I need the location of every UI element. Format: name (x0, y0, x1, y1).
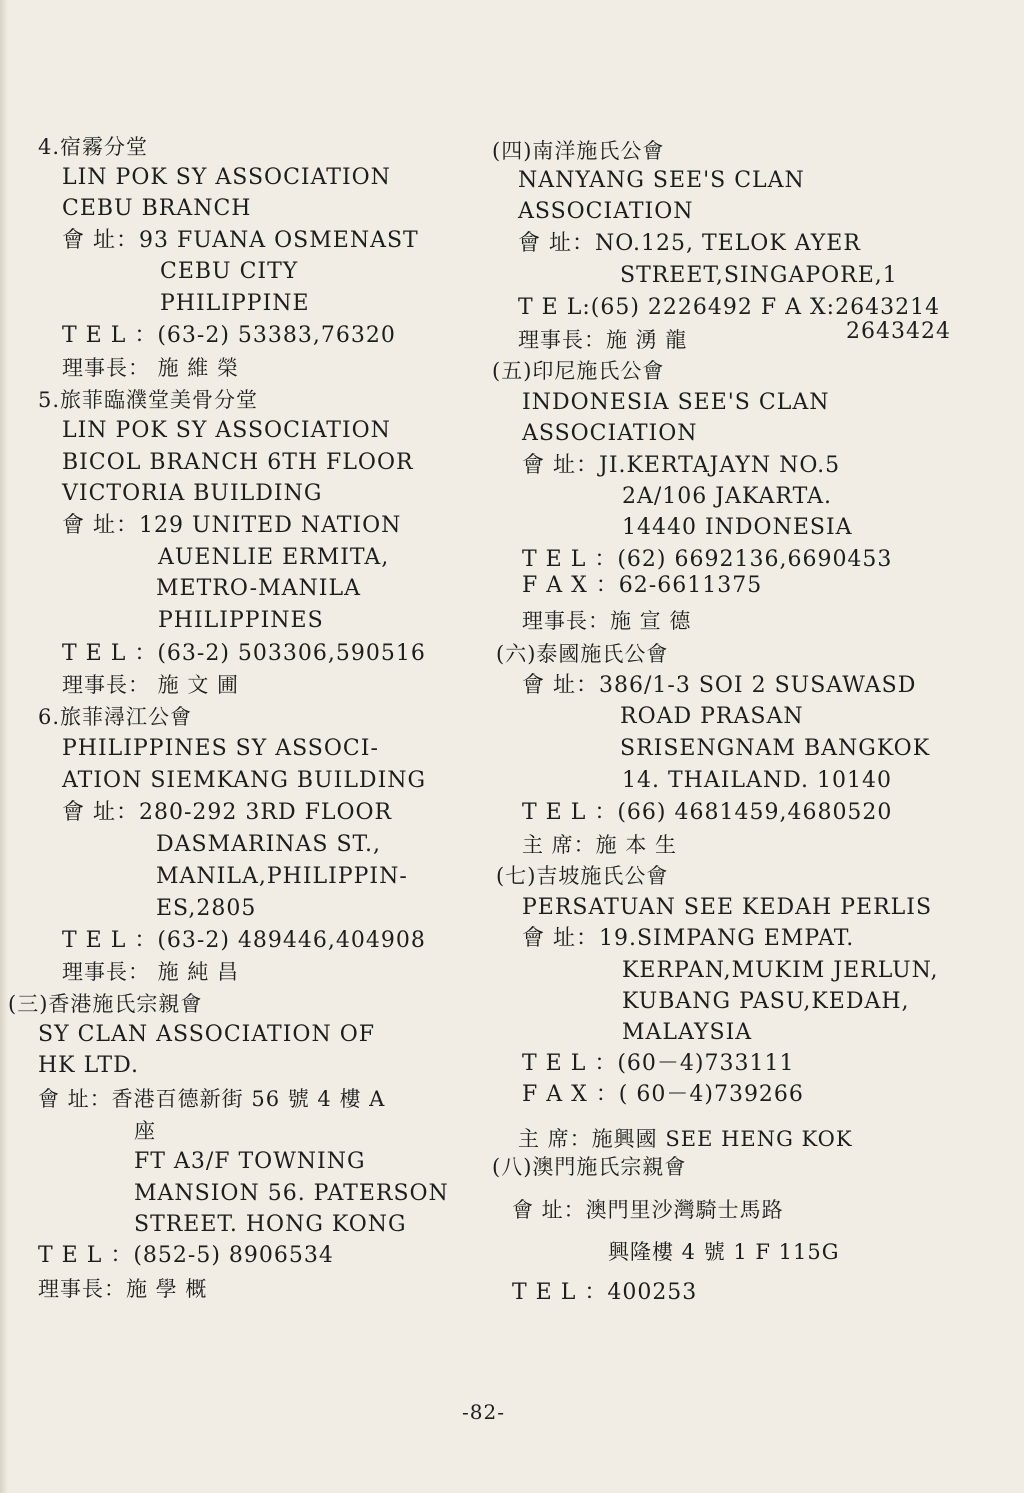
address-line: MANSION 56. PATERSON (134, 1181, 449, 1206)
tel-line: T E L ：(66) 4681459,4680520 (522, 800, 893, 825)
chairman-line: 理事長： 施 純 昌 (62, 960, 240, 984)
address-line: 14440 INDONESIA (622, 515, 853, 540)
text-line: ASSOCIATION (518, 199, 694, 224)
section-heading: (七)吉坡施氏公會 (496, 864, 669, 888)
address-line: PHILIPPINES (158, 608, 324, 633)
address-line: CEBU CITY (160, 259, 299, 284)
fax-line: F A X ：( 60－4)739266 (522, 1082, 804, 1107)
address-line: KERPAN,MUKIM JERLUN, (622, 958, 939, 983)
text-line: HK LTD. (38, 1053, 139, 1078)
section-heading: (八)澳門施氏宗親會 (492, 1155, 687, 1179)
text-line: SY CLAN ASSOCIATION OF (38, 1022, 375, 1047)
address-line: METRO-MANILA (156, 576, 361, 601)
address-line: 會 址：澳門里沙灣騎士馬路 (512, 1198, 784, 1222)
tel-fax-line: T E L:(65) 2226492 F A X:2643214 (518, 295, 941, 320)
tel-line: T E L ：(62) 6692136,6690453 (522, 547, 893, 572)
address-line: 會 址：280-292 3RD FLOOR (62, 800, 393, 825)
section-heading: (五)印尼施氏公會 (492, 359, 665, 383)
address-line: DASMARINAS ST., (156, 832, 381, 857)
chairman-line: 理事長：施 學 概 (38, 1277, 208, 1301)
address-line: 14. THAILAND. 10140 (622, 768, 892, 793)
chairman-line: 理事長：施 湧 龍 (518, 328, 688, 352)
address-line: 座 (134, 1119, 156, 1143)
address-line: 會 址：93 FUANA OSMENAST (62, 228, 419, 253)
chairman-line: 主 席：施 本 生 (522, 833, 678, 857)
chairman-line: 主 席：施興國 SEE HENG KOK (518, 1127, 853, 1151)
text-line: ATION SIEMKANG BUILDING (62, 768, 427, 793)
address-line: 興隆樓 4 號 1 F 115G (608, 1240, 840, 1264)
address-line: KUBANG PASU,KEDAH, (622, 989, 910, 1014)
address-line: 會 址：386/1-3 SOI 2 SUSAWASD (522, 673, 917, 698)
text-line: LIN POK SY ASSOCIATION (62, 165, 391, 190)
tel-line: T E L ：(63-2) 489446,404908 (62, 928, 426, 953)
page-edge-shadow (0, 0, 8, 1493)
page-number: -82- (462, 1400, 505, 1424)
text-line: INDONESIA SEE'S CLAN (522, 390, 830, 415)
chairman-line: 理事長： 施 文 圃 (62, 673, 240, 697)
entry-heading: 4.宿霧分堂 (38, 135, 149, 159)
chairman-line: 理事長： 施 維 榮 (62, 356, 240, 380)
address-line: MANILA,PHILIPPIN- (156, 864, 408, 889)
section-heading: (六)泰國施氏公會 (496, 642, 669, 666)
address-line: 會 址：香港百德新街 56 號 4 樓 A (38, 1087, 386, 1111)
chairman-line: 理事長：施 宣 德 (522, 609, 692, 633)
fax-line: F A X ：62-6611375 (522, 573, 763, 598)
tel-line: T E L ：(63-2) 503306,590516 (62, 641, 426, 666)
tel-line: T E L ：(60－4)733111 (522, 1051, 795, 1076)
text-line: BICOL BRANCH 6TH FLOOR (62, 450, 414, 475)
tel-line: T E L ：400253 (512, 1280, 698, 1305)
fax-line: 2643424 (846, 319, 951, 344)
text-line: VICTORIA BUILDING (62, 481, 323, 506)
address-line: ROAD PRASAN (620, 704, 804, 729)
text-line: ASSOCIATION (522, 421, 698, 446)
entry-heading: 5.旅菲臨濮堂美骨分堂 (38, 388, 259, 412)
tel-line: T E L ：(852-5) 8906534 (38, 1243, 334, 1268)
address-line: STREET. HONG KONG (134, 1212, 407, 1237)
address-line: 2A/106 JAKARTA. (622, 484, 832, 509)
tel-line: T E L ：(63-2) 53383,76320 (62, 323, 396, 348)
text-line: LIN POK SY ASSOCIATION (62, 418, 391, 443)
section-heading: (四)南洋施氏公會 (492, 139, 665, 163)
text-line: NANYANG SEE'S CLAN (518, 168, 805, 193)
entry-heading: 6.旅菲潯江公會 (38, 705, 193, 729)
section-heading: (三)香港施氏宗親會 (8, 992, 203, 1016)
address-line: SRISENGNAM BANGKOK (620, 736, 931, 761)
text-line: PERSATUAN SEE KEDAH PERLIS (522, 895, 933, 920)
address-line: 會 址：JI.KERTAJAYN NO.5 (522, 453, 841, 478)
text-line: CEBU BRANCH (62, 196, 252, 221)
address-line: PHILIPPINE (160, 291, 310, 316)
address-line: AUENLIE ERMITA, (158, 545, 390, 570)
address-line: MALAYSIA (622, 1020, 753, 1045)
address-line: 會 址：129 UNITED NATION (62, 513, 402, 538)
address-line: ES,2805 (156, 896, 257, 921)
address-line: 會 址：NO.125, TELOK AYER (518, 231, 861, 256)
text-line: PHILIPPINES SY ASSOCI- (62, 736, 379, 761)
address-line: 會 址：19.SIMPANG EMPAT. (522, 926, 855, 951)
address-line: STREET,SINGAPORE,1 (620, 263, 898, 288)
address-line: FT A3/F TOWNING (134, 1149, 366, 1174)
